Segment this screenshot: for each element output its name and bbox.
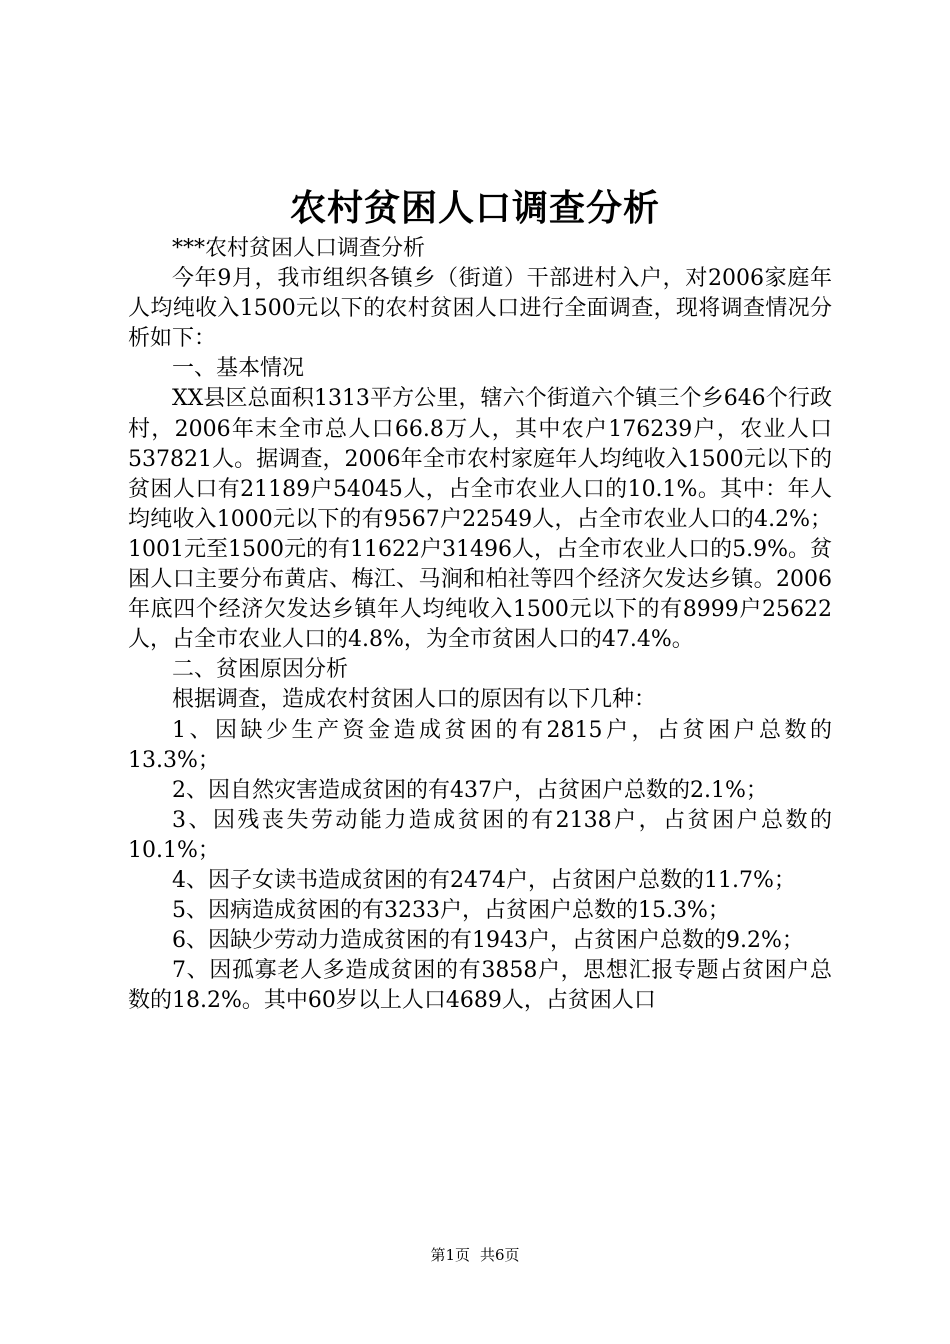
cause-item-4: 4、因子女读书造成贫困的有2474户，占贫困户总数的11.7%； [172, 867, 796, 893]
cause-item-7: 7、因孤寡老人多造成贫困的有3858户，思想汇报专题占贫困户总数的18.2%。其中60岁以上人口4689人，占贫困人口 [128, 958, 832, 1014]
intro-paragraph: 今年9月，我市组织各镇乡（街道）干部进村入户，对2006家庭年人均纯收入1500元以下的农村贫困人口进行全面调查，现将调查情况分析如下： [128, 266, 832, 352]
section-heading-basic: 一、基本情况 [172, 356, 305, 382]
cause-item-2: 2、因自然灾害造成贫困的有437户，占贫困户总数的2.1%； [172, 777, 768, 803]
document-title: 农村贫困人口调查分析 [289, 187, 660, 229]
subtitle-line: ***农村贫困人口调查分析 [172, 236, 426, 261]
cause-item-6: 6、因缺少劳动力造成贫困的有1943户，占贫困户总数的9.2%； [172, 928, 804, 954]
document-body [128, 234, 832, 1016]
causes-intro-paragraph: 根据调查，造成农村贫困人口的原因有以下几种： [172, 687, 657, 713]
page-footer [0, 1244, 950, 1266]
cause-item-3: 3、因残丧失劳动能力造成贫困的有2138户，占贫困户总数的10.1%； [128, 807, 832, 863]
page-number: 第1页 [430, 1246, 470, 1264]
cause-item-5: 5、因病造成贫困的有3233户，占贫困户总数的15.3%； [172, 898, 730, 924]
section-heading-causes: 二、贫困原因分析 [172, 657, 349, 683]
cause-item-1: 1、因缺少生产资金造成贫困的有2815户，占贫困户总数的13.3%； [128, 717, 832, 773]
basic-situation-paragraph: XX县区总面积1313平方公里，辖六个街道六个镇三个乡646个行政村，2006年末全市总人口66.8万人，其中农户176239户，农业人口537821人。据调查，2006年全市农村家庭年人均纯收入1500元以下的贫困人口有21189户54045人，占全市农业人口的10.1%。其中：年人均纯收入1000元以下的有9567户22549人，占全市农业人口的4.2%；1001元至1500元的有11622户31496人，占全市农业人口的5.9%。贫困人口主要分布黄店、梅江、马涧和柏社等四个经济欠发达乡镇。2006年底四个经济欠发达乡镇年人均纯收入1500元以下的有8999户25622人，占全市农业人口的4.8%，为全市贫困人口的47.4%。 [128, 386, 832, 653]
page-total: 共6页 [480, 1246, 520, 1264]
